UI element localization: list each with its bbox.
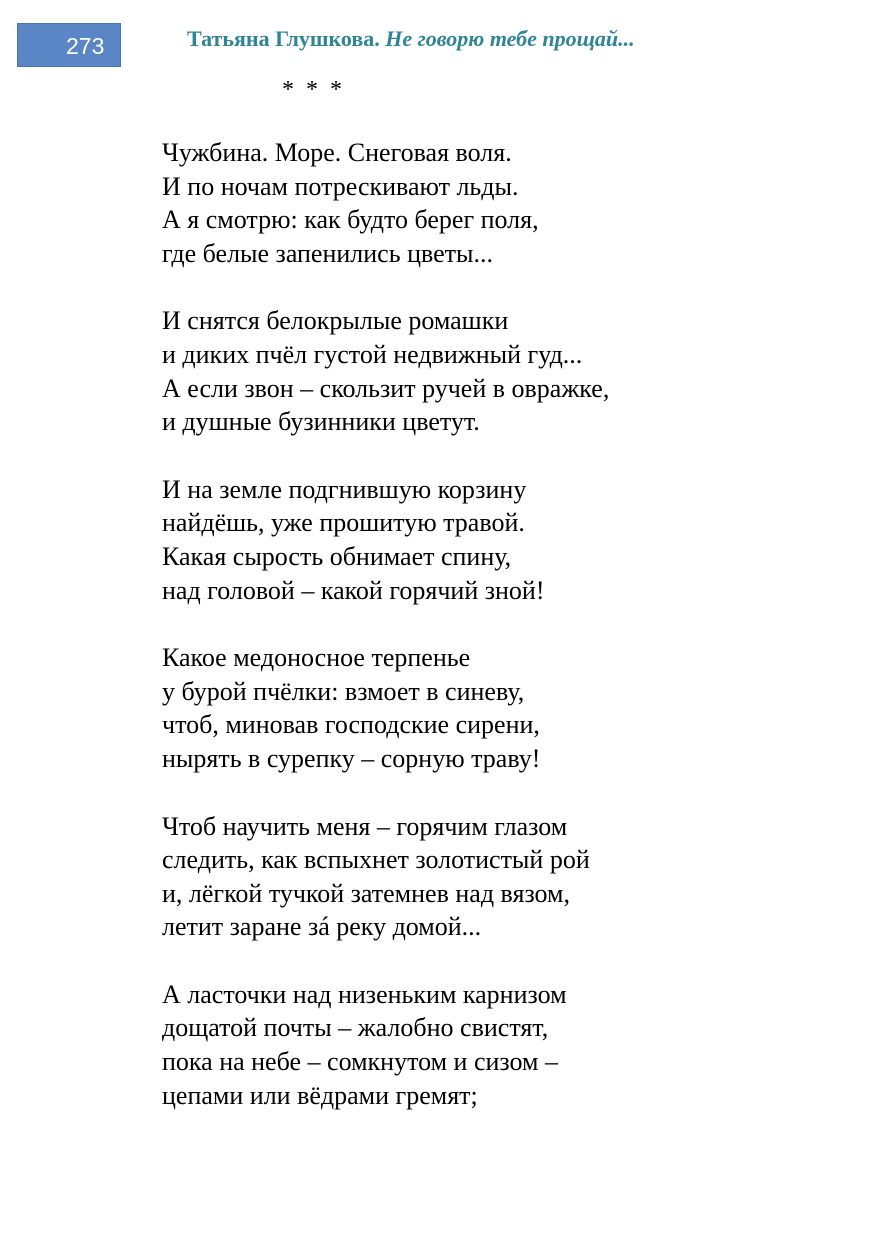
poem-line: следить, как вспыхнет золотистый рой xyxy=(162,845,590,875)
header-book-title: Не говорю тебе прощай... xyxy=(385,26,635,51)
running-header xyxy=(187,25,635,53)
poem-line: пока на небе – сомкнутом и сизом – xyxy=(162,1047,558,1077)
stanza xyxy=(162,641,802,775)
poem-line: И снятся белокрылые ромашки xyxy=(162,306,509,336)
poem-line: Какая сырость обнимает спину, xyxy=(162,541,512,571)
poem-separator: * * * xyxy=(282,77,345,103)
poem-line: нырять в сурепку – сорную траву! xyxy=(162,743,541,773)
poem-line: Чужбина. Море. Снеговая воля. xyxy=(162,138,512,167)
poem-line: где белые запенились цветы... xyxy=(162,238,493,268)
page-number: 273 xyxy=(66,33,105,59)
poem-line: А ласточки над низеньким карнизом xyxy=(162,979,567,1009)
poem-line: Какое медоносное терпенье xyxy=(162,643,471,673)
header-author: Татьяна Глушкова. xyxy=(187,26,380,51)
poem-line: дощатой почты – жалобно свистят, xyxy=(162,1013,549,1043)
stanza xyxy=(162,136,802,270)
poem-line: и душные бузинники цветут. xyxy=(162,407,480,437)
stanza xyxy=(162,304,802,438)
poem-body xyxy=(162,136,802,1146)
poem-line: летит заране зá реку домой... xyxy=(162,912,482,942)
poem-line: и диких пчёл густой недвижный гуд... xyxy=(162,339,583,369)
page-number-badge xyxy=(17,23,121,67)
poem-line: чтоб, миновав господские сирени, xyxy=(162,710,540,740)
stanza xyxy=(162,810,802,944)
stanza xyxy=(162,473,802,607)
poem-line: и, лёгкой тучкой затемнев над вязом, xyxy=(162,878,571,908)
poem-line: найдёшь, уже прошитую травой. xyxy=(162,508,525,538)
poem-line: цепами или вёдрами гремят; xyxy=(162,1080,478,1110)
poem-line: Чтоб научить меня – горячим глазом xyxy=(162,811,568,841)
poem-line: И по ночам потрескивают льды. xyxy=(162,171,519,201)
poem-line: А если звон – скользит ручей в овражке, xyxy=(162,373,610,403)
poem-line: у бурой пчёлки: взмоет в синеву, xyxy=(162,676,525,706)
poem-line: над головой – какой горячий зной! xyxy=(162,575,545,605)
stanza xyxy=(162,978,802,1112)
poem-line: А я смотрю: как будто берег поля, xyxy=(162,205,539,235)
poem-line: И на земле подгнившую корзину xyxy=(162,474,527,504)
